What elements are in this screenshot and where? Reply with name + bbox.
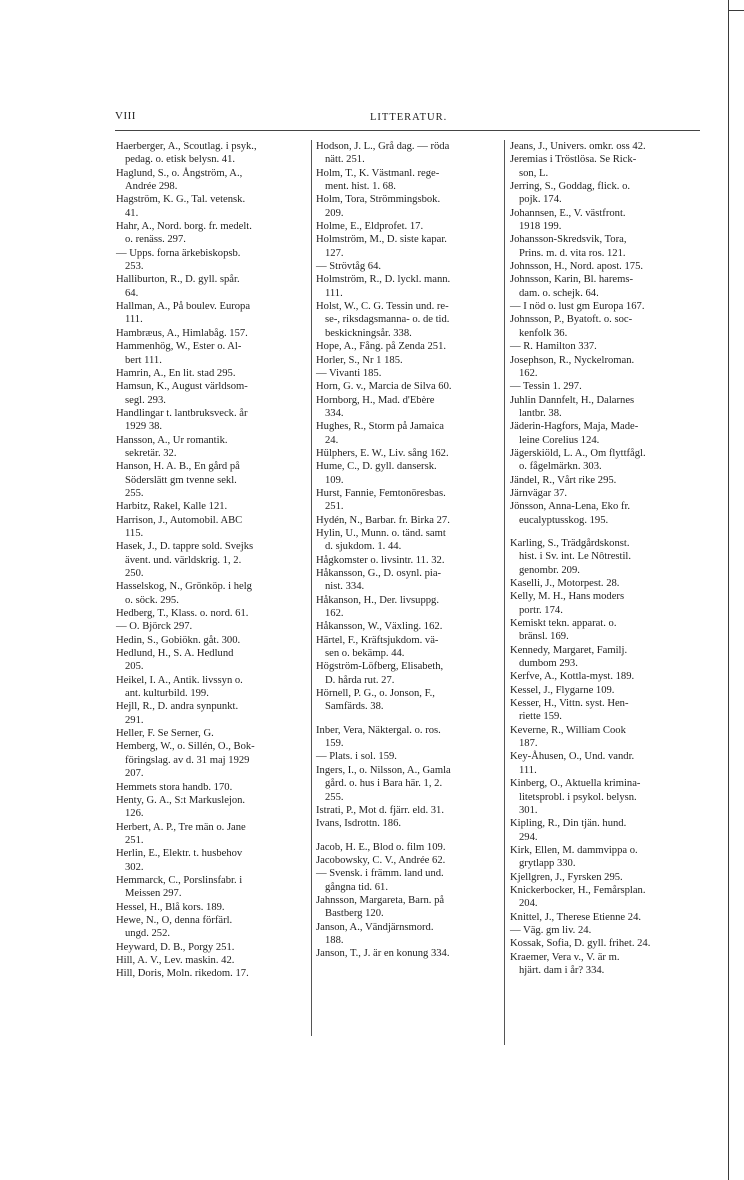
index-entry: Hope, A., Fång. på Zenda 251.: [316, 341, 447, 353]
index-entry: Håkansson, G., D. osynl. pia- nist. 334.: [316, 568, 442, 593]
index-entry: Hasek, J., D. tappre sold. Svejks ävent. und. världskrig. 1, 2. 250.: [116, 541, 254, 579]
index-entry: Hedberg, T., Klass. o. nord. 61.: [116, 608, 249, 620]
index-entry: Hammenhög, W., Ester o. Al- bert 111.: [116, 341, 242, 366]
index-entry: Johannsen, E., V. västfront. 1918 199.: [510, 207, 626, 233]
index-entry: Inber, Vera, Näktergal. o. ros. 159.: [316, 724, 441, 750]
index-entry: — Upps. forna ärkebiskopsb. 253.: [116, 247, 241, 273]
index-entry: Jacobowsky, C. V., Andrée 62.: [316, 854, 446, 866]
index-entry: Jeans, J., Univers. omkr. oss 42.: [510, 141, 646, 152]
index-entry: Heikel, I. A., Antik. livssyn o. ant. kulturbild. 199.: [116, 674, 243, 700]
index-entry: Karling, S., Trädgårdskonst. hist. i Sv. int. Le Nôtrestil. genombr. 209.: [510, 537, 632, 576]
index-entry: Hamrin, A., En lit. stad 295.: [116, 367, 236, 379]
index-entry: Hume, C., D. gyll. dansersk. 109.: [316, 461, 437, 486]
column-3: [510, 140, 700, 977]
header-rule: [115, 130, 500, 131]
index-entry: Hülphers, E. W., Liv. sång 162.: [316, 447, 449, 459]
index-entry: Janson, A., Vändjärnsmord. 188.: [316, 921, 434, 946]
index-entry: Handlingar t. lantbruksveck. år 1929 38.: [116, 407, 248, 433]
index-entry: Hemmarck, C., Porslinsfabr. i Meissen 297.: [116, 874, 243, 900]
index-entry: Hamsun, K., August världsom- segl. 293.: [116, 381, 248, 406]
index-entry: Kaselli, J., Motorpest. 28.: [510, 578, 620, 589]
index-entry: Halliburton, R., D. gyll. spår. 64.: [116, 274, 240, 299]
index-entry: Hansson, A., Ur romantik. sekretär. 32.: [116, 434, 228, 459]
index-entry: — Plats. i sol. 159.: [316, 751, 397, 763]
index-entry: Holme, E., Eldprofet. 17.: [316, 221, 424, 233]
index-entry: Kinberg, O., Aktuella krimina- litetsprobl. i psykol. belysn. 301.: [510, 778, 641, 816]
corner-mark: [728, 10, 744, 11]
index-entry: Hylin, U., Munn. o. tänd. samt d. sjukdom. 1. 44.: [316, 527, 446, 553]
index-entry: Heller, F. Se Serner, G.: [116, 728, 214, 740]
page-number: VIII: [115, 110, 136, 122]
index-entry: Hurst, Fannie, Femtonöresbas. 251.: [316, 487, 446, 513]
column-separator-1: [311, 140, 312, 1036]
index-entry: — R. Hamilton 337.: [510, 341, 597, 353]
index-entry: Key-Åhusen, O., Und. vandr. 111.: [510, 751, 635, 776]
index-entry: Heyward, D. B., Porgy 251.: [116, 941, 235, 953]
index-entry: Kraemer, Vera v., V. är m. hjärt. dam i år? 334.: [510, 951, 620, 976]
index-entry: Hallman, A., På boulev. Europa 111.: [116, 301, 251, 326]
index-entry: Håkansson, W., Växling. 162.: [316, 621, 443, 633]
index-entry: Haerberger, A., Scoutlag. i psyk., pedag. o. etisk belysn. 41.: [116, 141, 257, 166]
index-entry: Johnsson, Karin, Bl. harems- dam. o. schejk. 64.: [510, 274, 633, 299]
index-entry: Hill, Doris, Moln. rikedom. 17.: [116, 968, 249, 980]
index-entry: Kossak, Sofia, D. gyll. frihet. 24.: [510, 938, 651, 950]
header-rule-extension: [500, 130, 700, 131]
index-entry: Jeremias i Tröstlösa. Se Rick- son, L.: [510, 154, 637, 179]
index-entry: Hejll, R., D. andra synpunkt. 291.: [116, 701, 239, 726]
index-entry: Jahnsson, Margareta, Barn. på Bastberg 120.: [316, 894, 445, 920]
index-entry: Hedin, S., Gobiökn. gåt. 300.: [116, 634, 241, 646]
index-entry: Knickerbocker, H., Femårsplan. 204.: [510, 884, 646, 910]
index-entry: Johansson-Skredsvik, Tora, Prins. m. d. vita ros. 121.: [510, 234, 627, 259]
index-entry: Johnsson, P., Byatoft. o. soc- kenfolk 36.: [510, 314, 633, 339]
index-entry: Horn, G. v., Marcia de Silva 60.: [316, 381, 452, 393]
index-entry: Kirk, Ellen, M. dammvippa o. grytlapp 330.: [510, 844, 638, 870]
index-entry: — Svensk. i främm. land und. gångna tid. 61.: [316, 868, 444, 893]
index-entry: Herbert, A. P., Tre män o. Jane 251.: [116, 821, 246, 846]
index-entry: Holm, Tora, Strömmingsbok. 209.: [316, 194, 441, 219]
index-entry: Högström-Löfberg, Elisabeth, D. hårda rut. 27.: [316, 661, 444, 686]
index-entry: Harrison, J., Automobil. ABC 115.: [116, 514, 243, 539]
index-entry: Holm, T., K. Västmanl. rege- ment. hist. 1. 68.: [316, 167, 440, 193]
index-entry: Henty, G. A., S:t Markuslejon. 126.: [116, 794, 246, 820]
index-entry: Josephson, R., Nyckelroman. 162.: [510, 354, 635, 379]
index-entry: Kemiskt tekn. apparat. o. bränsl. 169.: [510, 618, 617, 643]
running-title: LITTERATUR.: [370, 112, 448, 123]
index-entry: — Vivanti 185.: [316, 367, 382, 379]
index-entry: Hanson, H. A. B., En gård på Söderslätt gm tvenne sekl. 255.: [116, 461, 240, 499]
index-entry: Keverne, R., William Cook 187.: [510, 724, 626, 750]
index-entry: Hedlund, H., S. A. Hedlund 205.: [116, 648, 234, 673]
index-entry: Juhlin Dannfelt, H., Dalarnes lantbr. 38.: [510, 394, 635, 419]
index-entry: Holmström, R., D. lyckl. mann. 111.: [316, 274, 451, 299]
index-entry: Järnvägar 37.: [510, 487, 568, 499]
index-entry: — Tessin 1. 297.: [510, 381, 582, 393]
index-entry: Hågkomster o. livsintr. 11. 32.: [316, 554, 445, 566]
index-entry: Hambræus, A., Himlabåg. 157.: [116, 327, 248, 339]
index-entry: Kjellgren, J., Fyrsken 295.: [510, 871, 623, 883]
index-entry: Hahr, A., Nord. borg. fr. medelt. o. renäss. 297.: [116, 221, 252, 246]
index-entry: Hasselskog, N., Grönköp. i helg o. söck. 295.: [116, 581, 252, 606]
index-entry: Kesser, H., Vittn. syst. Hen- riette 159.: [510, 698, 629, 723]
index-entry: Kerfve, A., Kottla-myst. 189.: [510, 671, 635, 683]
index-entry: Hagström, K. G., Tal. vetensk. 41.: [116, 194, 246, 219]
index-entry: Kelly, M. H., Hans moders portr. 174.: [510, 591, 625, 616]
index-entry: Ingers, I., o. Nilsson, A., Gamla gård. o. hus i Bara här. 1, 2. 255.: [316, 764, 451, 803]
index-entry: Kipling, R., Din tjän. hund. 294.: [510, 818, 627, 843]
index-entry: — O. Björck 297.: [116, 621, 193, 633]
index-entry: Harbitz, Rakel, Kalle 121.: [116, 501, 228, 513]
index-entry: Jändel, R., Vårt rike 295.: [510, 474, 617, 486]
index-entry: Kessel, J., Flygarne 109.: [510, 684, 615, 696]
index-entry: Horler, S., Nr 1 185.: [316, 354, 403, 366]
index-entry: Hewe, N., O, denna förfärl. ungd. 252.: [116, 914, 233, 940]
index-entry: Härtel, F., Kräftsjukdom. vä- sen o. bekämp. 44.: [316, 634, 439, 660]
index-entry: Jacob, H. E., Blod o. film 109.: [316, 841, 446, 853]
index-entry: — Strövtåg 64.: [316, 261, 382, 273]
index-entry: Hill, A. V., Lev. maskin. 42.: [116, 954, 235, 966]
index-entry: Holst, W., C. G. Tessin und. re- se-, riksdagsmanna- o. de tid. beskickningsår. 338.: [316, 301, 450, 339]
index-entry: Jägerskiöld, L. A., Om flyttfågl. o. fågelmärkn. 303.: [510, 447, 646, 473]
index-entry: Hornborg, H., Mad. d'Ebère 334.: [316, 394, 435, 419]
index-entry: Holmström, M., D. siste kapar. 127.: [316, 234, 447, 259]
column-1: [116, 140, 308, 981]
page-edge-line: [728, 0, 729, 1180]
index-entry: Jerring, S., Goddag, flick. o. pojk. 174.: [510, 181, 631, 206]
index-entry: Johnsson, H., Nord. apost. 175.: [510, 261, 644, 273]
column-2: [316, 140, 502, 961]
index-entry: Jönsson, Anna-Lena, Eko fr. eucalyptusskog. 195.: [510, 501, 631, 526]
index-entry: — I nöd o. lust gm Europa 167.: [510, 301, 645, 313]
index-entry: Hemberg, W., o. Sillén, O., Bok- föringslag. av d. 31 maj 1929 207.: [116, 741, 255, 780]
column-separator-2: [504, 140, 505, 1045]
index-entry: Hughes, R., Storm på Jamaica 24.: [316, 421, 444, 446]
index-entry: Kennedy, Margaret, Familj. dumbom 293.: [510, 644, 628, 670]
index-entry: Knittel, J., Therese Etienne 24.: [510, 911, 642, 923]
index-entry: Janson, T., J. är en konung 334.: [316, 948, 450, 960]
index-entry: — Väg. gm liv. 24.: [510, 924, 592, 936]
index-entry: Hemmets stora handb. 170.: [116, 781, 233, 793]
index-entry: Håkanson, H., Der. livsuppg. 162.: [316, 594, 439, 620]
index-entry: Hörnell, P. G., o. Jonson, F., Samfärds. 38.: [316, 688, 435, 713]
index-entry: Hydén, N., Barbar. fr. Birka 27.: [316, 514, 450, 526]
index-entry: Haglund, S., o. Ångström, A., Andrée 298.: [116, 167, 243, 193]
index-entry: Hessel, H., Blå kors. 189.: [116, 901, 225, 913]
index-entry: Jäderin-Hagfors, Maja, Made- leine Corelius 124.: [510, 421, 639, 446]
index-entry: Ivans, Isdrottn. 186.: [316, 818, 402, 830]
index-entry: Istrati, P., Mot d. fjärr. eld. 31.: [316, 804, 444, 816]
index-entry: Herlin, E., Elektr. t. husbehov 302.: [116, 848, 243, 873]
index-entry: Hodson, J. L., Grå dag. — röda nätt. 251.: [316, 141, 450, 166]
